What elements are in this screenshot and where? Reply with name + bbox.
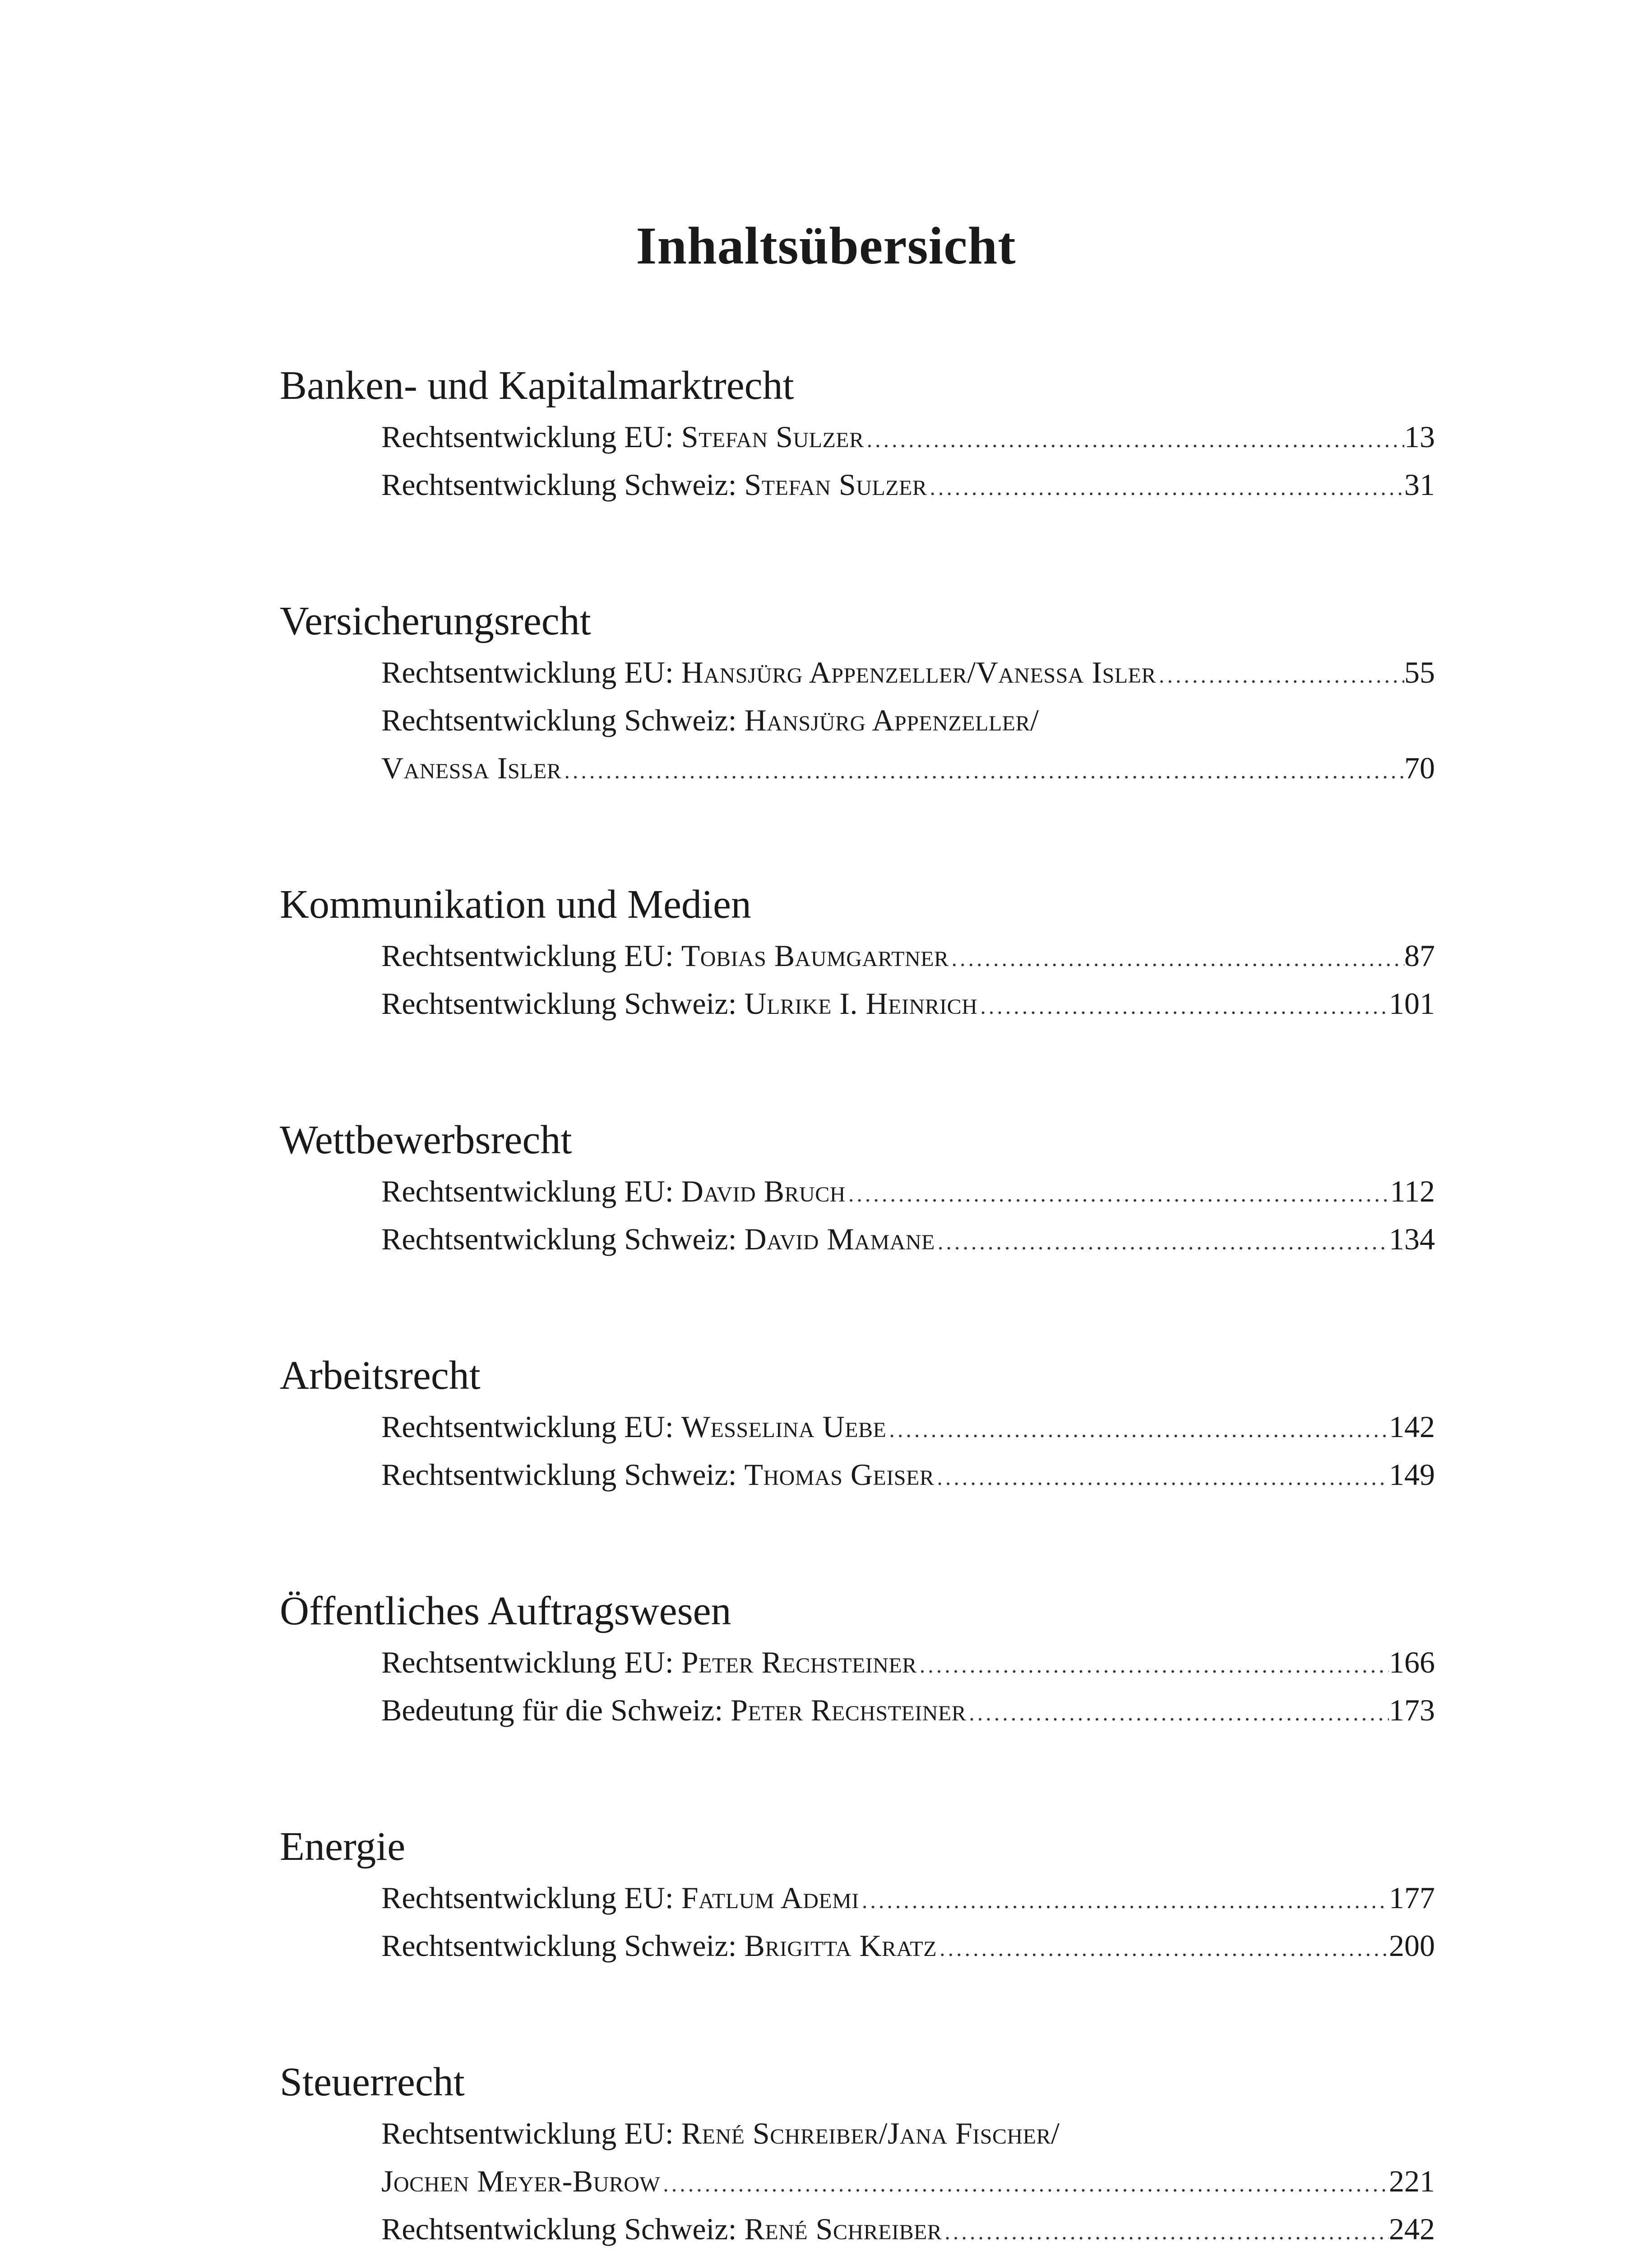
- toc-entry[interactable]: [381, 932, 1435, 980]
- author-name: Thomas Geiser: [744, 1457, 935, 1492]
- entry-title-text: Rechtsentwicklung Schweiz:: [381, 1457, 745, 1492]
- page-number: 31: [1404, 467, 1435, 502]
- author-name: Stefan Sulzer: [681, 420, 864, 454]
- toc-entry[interactable]: [381, 696, 1435, 792]
- dot-leader: [935, 1218, 1389, 1266]
- section-heading: Energie: [280, 1824, 406, 1869]
- dot-leader: [859, 1877, 1389, 1924]
- entry-line: [381, 932, 1435, 980]
- author-name: René Schreiber/Jana Fischer/: [681, 2116, 1060, 2150]
- table-of-contents: [280, 359, 1435, 2256]
- entry-line: [381, 2157, 1435, 2205]
- dot-leader: [561, 747, 1404, 795]
- entry-title: [381, 2109, 1060, 2157]
- author-name: René Schreiber: [744, 2212, 942, 2246]
- author-name: Fatlum Ademi: [681, 1881, 859, 1915]
- entry-title: [381, 1403, 886, 1451]
- page-number: 55: [1404, 655, 1435, 689]
- toc-entry[interactable]: [381, 2205, 1435, 2253]
- entry-line: [381, 1451, 1435, 1498]
- author-name: Stefan Sulzer: [744, 467, 927, 502]
- entry-title-text: Rechtsentwicklung EU:: [381, 1881, 681, 1915]
- author-name: Jochen Meyer-Burow: [381, 2164, 661, 2198]
- toc-section: [280, 1113, 1435, 1263]
- toc-entry[interactable]: [381, 1638, 1435, 1686]
- author-name: Hansjürg Appenzeller/Vanessa Isler: [681, 655, 1156, 689]
- page-number: 13: [1404, 420, 1435, 454]
- page-number: 173: [1389, 1693, 1435, 1727]
- page-number: 242: [1389, 2212, 1435, 2246]
- entry-line: [381, 461, 1435, 509]
- toc-section: [280, 878, 1435, 1027]
- entry-title-text: Rechtsentwicklung Schweiz:: [381, 703, 745, 737]
- entry-title: [381, 1922, 937, 1969]
- section-heading: Versicherungsrecht: [280, 599, 591, 643]
- entry-title: [381, 648, 1156, 696]
- toc-entry[interactable]: [381, 980, 1435, 1027]
- entry-title: [381, 1686, 966, 1734]
- toc-entry[interactable]: [381, 461, 1435, 509]
- entry-title-text: Rechtsentwicklung EU:: [381, 938, 681, 973]
- entry-title-text: Rechtsentwicklung Schweiz:: [381, 467, 745, 502]
- toc-section: [280, 1349, 1435, 1498]
- toc-entry[interactable]: [381, 413, 1435, 461]
- page-number: 142: [1389, 1410, 1435, 1444]
- toc-section: [280, 594, 1435, 792]
- entry-title-text: Rechtsentwicklung EU:: [381, 1174, 681, 1208]
- section-heading: Steuerrecht: [280, 2060, 465, 2104]
- toc-entry[interactable]: [381, 1167, 1435, 1215]
- entry-title-text: Rechtsentwicklung Schweiz:: [381, 986, 745, 1021]
- author-name: Wesselina Uebe: [681, 1410, 887, 1444]
- author-name: Peter Rechsteiner: [731, 1693, 967, 1727]
- entry-title-text: Rechtsentwicklung EU:: [381, 1645, 681, 1679]
- entry-line: [381, 2109, 1435, 2157]
- dot-leader: [864, 416, 1404, 463]
- toc-entry[interactable]: [381, 2109, 1435, 2205]
- entry-line: [381, 696, 1435, 744]
- entry-title: [381, 980, 977, 1027]
- dot-leader: [917, 1641, 1389, 1689]
- entry-line: [381, 1215, 1435, 1263]
- entry-title: [381, 461, 927, 509]
- toc-entry[interactable]: [381, 1686, 1435, 1734]
- toc-section: [280, 2055, 1435, 2253]
- author-name: Ulrike I. Heinrich: [744, 986, 978, 1021]
- toc-section: [280, 1820, 1435, 1969]
- toc-section: [280, 1584, 1435, 1734]
- section-heading: Kommunikation und Medien: [280, 882, 751, 927]
- dot-leader: [886, 1405, 1389, 1453]
- toc-entry[interactable]: [381, 648, 1435, 696]
- page-number: 70: [1404, 751, 1435, 785]
- entry-line: [381, 413, 1435, 461]
- toc-entry[interactable]: [381, 1215, 1435, 1263]
- entry-line: [381, 648, 1435, 696]
- dot-leader: [660, 2160, 1389, 2208]
- entry-title: [381, 1215, 935, 1263]
- entry-title: [381, 2205, 942, 2253]
- author-name: Peter Rechsteiner: [681, 1645, 917, 1679]
- entry-title-text: Rechtsentwicklung EU:: [381, 655, 681, 689]
- section-heading: Arbeitsrecht: [280, 1353, 481, 1398]
- entry-title-text: Rechtsentwicklung EU:: [381, 2116, 681, 2150]
- entry-line: [381, 1922, 1435, 1969]
- entry-title-text: Rechtsentwicklung EU:: [381, 1410, 681, 1444]
- entry-title-text: Bedeutung für die Schweiz:: [381, 1693, 731, 1727]
- toc-section: [280, 359, 1435, 509]
- author-name: Hansjürg Appenzeller/: [744, 703, 1039, 737]
- page-title: Inhaltsübersicht: [636, 216, 1016, 275]
- page-number: 221: [1389, 2164, 1435, 2198]
- entry-line: [381, 1167, 1435, 1215]
- entry-title-text: Rechtsentwicklung EU:: [381, 420, 681, 454]
- toc-entry[interactable]: [381, 1922, 1435, 1969]
- entry-line: [381, 2205, 1435, 2253]
- dot-leader: [942, 2208, 1389, 2256]
- page-number: 166: [1389, 1645, 1435, 1679]
- author-name: David Bruch: [681, 1174, 846, 1208]
- dot-leader: [934, 1453, 1389, 1501]
- entry-title-text: Rechtsentwicklung Schweiz:: [381, 1928, 745, 1963]
- author-name: Tobias Baumgartner: [681, 938, 949, 973]
- dot-leader: [977, 982, 1389, 1030]
- entry-title: [381, 413, 864, 461]
- page-number: 149: [1389, 1457, 1435, 1492]
- section-heading: Öffentliches Auftragswesen: [280, 1589, 731, 1633]
- toc-entry[interactable]: [381, 1874, 1435, 1922]
- entry-line: [381, 1874, 1435, 1922]
- author-name: Vanessa Isler: [381, 751, 562, 785]
- page-number: 200: [1389, 1928, 1435, 1963]
- section-heading: Banken- und Kapitalmarktrecht: [280, 363, 794, 408]
- dot-leader: [966, 1689, 1389, 1737]
- toc-entry[interactable]: [381, 1451, 1435, 1498]
- entry-title: [381, 932, 949, 980]
- entry-title-text: Rechtsentwicklung Schweiz:: [381, 2212, 745, 2246]
- entry-line: [381, 980, 1435, 1027]
- entry-title: [381, 1451, 934, 1498]
- page-number: 101: [1389, 986, 1435, 1021]
- dot-leader: [949, 934, 1404, 982]
- entry-title-text: Rechtsentwicklung Schweiz:: [381, 1222, 745, 1256]
- section-heading: Wettbewerbsrecht: [280, 1118, 572, 1162]
- entry-line: [381, 1686, 1435, 1734]
- page-number: 87: [1404, 938, 1435, 973]
- entry-title: [381, 1874, 859, 1922]
- entry-title: [381, 1638, 917, 1686]
- author-name: Brigitta Kratz: [744, 1928, 937, 1963]
- entry-line: [381, 1403, 1435, 1451]
- dot-leader: [846, 1170, 1390, 1218]
- toc-entry[interactable]: [381, 1403, 1435, 1451]
- dot-leader: [937, 1924, 1389, 1972]
- entry-title: [381, 696, 1039, 744]
- page-number: 112: [1390, 1174, 1435, 1208]
- entry-title: [381, 1167, 846, 1215]
- dot-leader: [927, 463, 1404, 511]
- page-number: 177: [1389, 1881, 1435, 1915]
- author-name: David Mamane: [744, 1222, 935, 1256]
- entry-line: [381, 1638, 1435, 1686]
- dot-leader: [1156, 651, 1404, 699]
- page-number: 134: [1389, 1222, 1435, 1256]
- entry-line: [381, 744, 1435, 792]
